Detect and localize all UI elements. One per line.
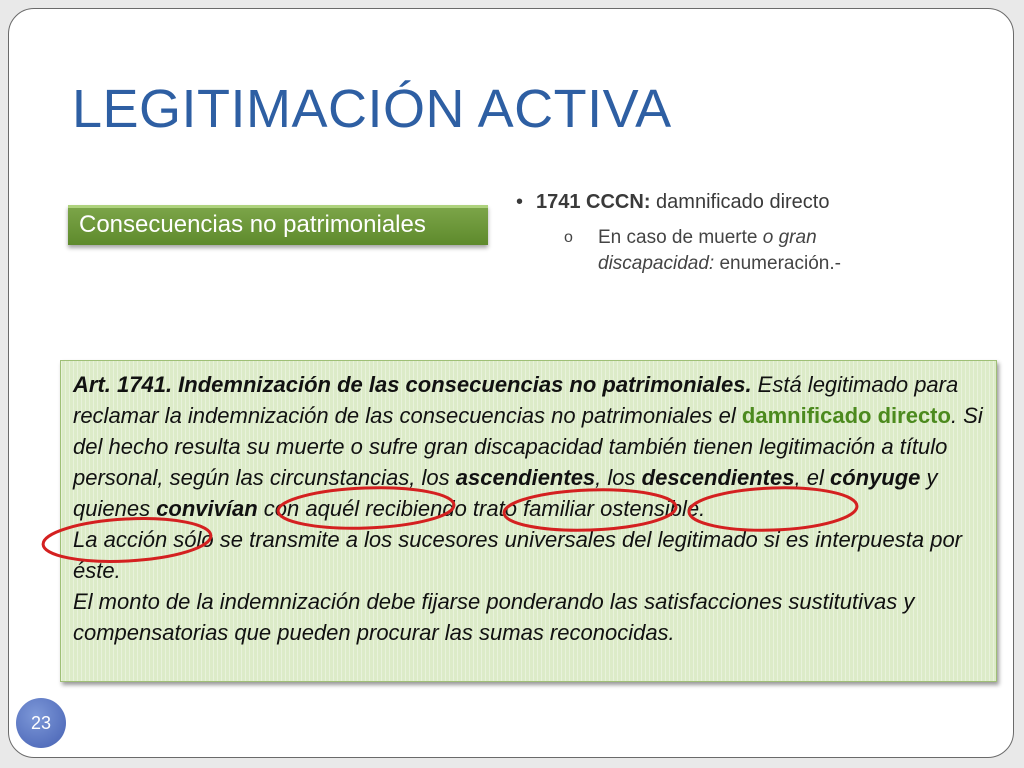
article-text-1c: , los <box>595 465 642 490</box>
article-title: Art. 1741. Indemnización de las consecuencias no patrimoniales. <box>73 372 752 397</box>
word-descendientes: descendientes <box>641 465 795 490</box>
bullet-item-1 <box>516 189 916 215</box>
sub-bullet-marker: o <box>564 229 573 246</box>
slide-title: LEGITIMACIÓN ACTIVA <box>72 79 672 139</box>
article-text-2: La acción sólo se transmite a los sucesores universales del legitimado si es interpuesta por éste. <box>73 527 963 583</box>
article-box <box>60 360 997 682</box>
article-text-1f: con aquél recibiendo trato familiar ostensible. <box>257 496 706 521</box>
bullet-item-2 <box>516 225 916 277</box>
sub-bullet-text-b: enumeración.- <box>714 253 841 274</box>
article-text-1a: Está legitimado para reclamar la indemnización de las consecuencias no patrimoniales el <box>73 372 959 428</box>
highlight-damnificado: damnificado directo <box>741 403 951 428</box>
sub-bullet-text-a: En caso de muerte <box>598 227 763 248</box>
article-text-1e: y quienes <box>73 465 938 521</box>
article-paragraph-2 <box>73 524 984 586</box>
sub-bullet-italic: o gran discapacidad: <box>598 227 817 274</box>
word-convivian: convivían <box>156 496 258 521</box>
article-paragraph-3 <box>73 586 984 648</box>
page-number-badge: 23 <box>16 698 66 748</box>
section-label: Consecuencias no patrimoniales <box>68 205 488 245</box>
article-text-3: El monto de la indemnización debe fijarse ponderando las satisfacciones sustitutivas y compensatorias que pueden procurar las sumas reconocidas. <box>73 589 915 645</box>
bullet-text: damnificado directo <box>650 191 830 213</box>
bullet-marker: • <box>516 191 524 213</box>
bullet-list <box>516 189 916 277</box>
article-text-1b: . Si del hecho resulta su muerte o sufre gran discapacidad también tienen legitimación a título personal, según las circunstancias, los <box>73 403 983 490</box>
article-text-1d: , el <box>794 465 830 490</box>
word-conyuge: cónyuge <box>829 465 921 490</box>
bullet-bold-text: 1741 CCCN: <box>536 191 651 213</box>
word-ascendientes: ascendientes <box>455 465 596 490</box>
article-paragraph-1 <box>73 369 984 524</box>
